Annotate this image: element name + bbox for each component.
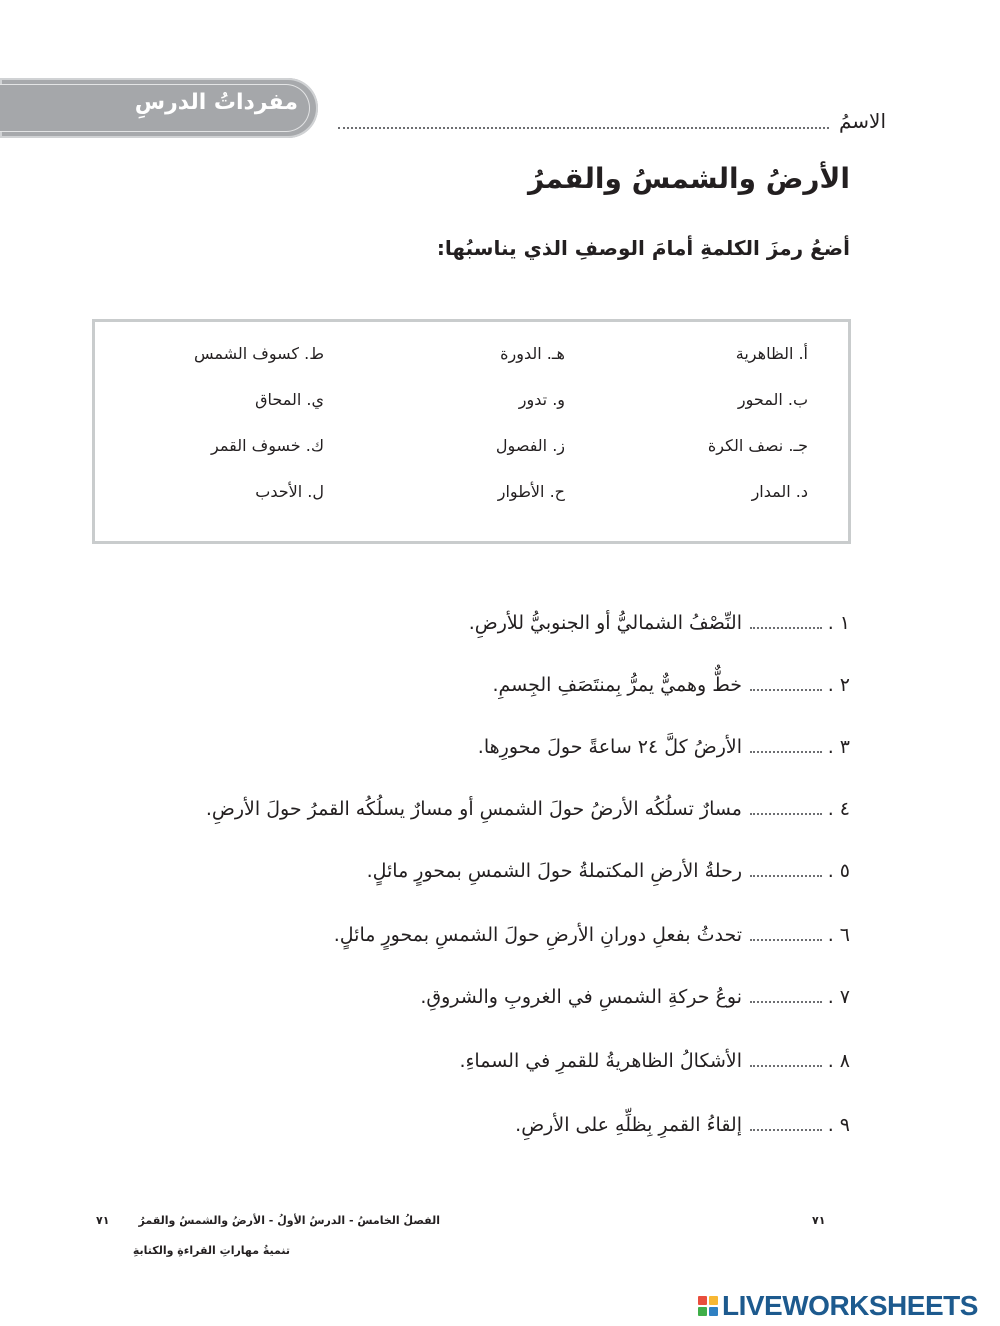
name-field[interactable] [338,105,829,129]
word-j: جـ. نصف الكرة [707,436,808,455]
question-text: خطٌّ وهميٌّ يمرُّ بِمنتَصَفِ الجِسمِ. [492,674,742,696]
answer-blank[interactable] [750,750,822,753]
word-w: و. تدور [518,390,565,409]
word-b: ب. المحور [737,390,808,409]
word-y: ي. المحاق [255,390,324,409]
question-9 [515,1114,850,1136]
footer-page-number-left: ٧١ [96,1214,110,1227]
question-text: تحدثُ بفعلِ دورانِ الأرضِ حولَ الشمسِ بمحورٍ مائلٍ. [333,924,742,946]
question-text: النِّصْفُ الشماليُّ أو الجنوبيُّ للأرضِ. [468,612,742,634]
logo-grid-icon [698,1296,718,1316]
word-z: ز. الفصول [495,436,565,455]
question-number: ٣ . [827,736,850,758]
question-2 [492,674,850,696]
word-k: ك. خسوف القمر [211,436,324,455]
question-number: ٥ . [827,860,850,882]
logo-text: LIVEWORKSHEETS [722,1290,978,1321]
lesson-vocabulary-tab [0,78,318,138]
question-8 [459,1050,850,1072]
question-number: ٦ . [827,924,850,946]
question-5 [367,860,850,882]
answer-blank[interactable] [750,812,822,815]
question-number: ٨ . [827,1050,850,1072]
word-t: ط. كسوف الشمس [193,344,324,363]
logo-square-green [698,1307,707,1316]
question-number: ٩ . [827,1114,850,1136]
answer-blank[interactable] [750,1000,822,1003]
name-row [338,103,886,133]
logo-square-red [698,1296,707,1305]
word-bank [92,319,851,544]
word-l: ل. الأحدب [255,482,324,501]
question-text: الأرضُ كلَّ ٢٤ ساعةً حولَ محورِها. [477,736,742,758]
tab-title: مفرداتُ الدرسِ [134,90,298,115]
question-7 [420,986,850,1008]
question-6 [334,924,850,946]
logo-square-blue [709,1307,718,1316]
instruction: أضعُ رمزَ الكلمةِ أمامَ الوصفِ الذي يناسبُها: [436,236,850,260]
liveworksheets-logo [698,1288,978,1324]
word-a: أ. الظاهرية [735,344,808,363]
question-number: ١ . [827,612,850,634]
question-text: الأشكالُ الظاهريةُ للقمرِ في السماءِ. [459,1050,742,1072]
footer-chapter: الفصلُ الخامسُ - الدرسُ الأولُ - الأرضُ والشمسُ والقمرُ [138,1214,440,1227]
answer-blank[interactable] [750,874,822,877]
answer-blank[interactable] [750,1064,822,1067]
answer-blank[interactable] [750,938,822,941]
question-number: ٢ . [827,674,850,696]
footer-page-number-right: ٧١ [812,1214,826,1227]
question-text: رحلةُ الأرضِ المكتملةُ حولَ الشمسِ بمحورٍ مائلٍ. [366,860,742,882]
word-h: هـ. الدورة [500,344,565,363]
footer-series: تنميةُ مهاراتِ القراءةِ والكتابةِ [132,1244,290,1257]
question-1 [469,612,850,634]
question-text: نوعُ حركةِ الشمسِ في الغروبِ والشروقِ. [420,986,742,1008]
word-ha: ح. الأطوار [497,482,565,501]
question-4 [206,798,850,820]
question-text: مسارٌ تسلُكُه الأرضُ حولَ الشمسِ أو مسارٌ يسلُكُه القمرُ حولَ الأرضِ. [205,798,742,820]
answer-blank[interactable] [750,1128,822,1131]
question-number: ٤ . [827,798,850,820]
name-label: الاسمُ [838,109,886,133]
question-text: إلقاءُ القمرِ بِظلِّهِ على الأرضِ. [515,1114,742,1136]
answer-blank[interactable] [750,626,822,629]
question-3 [478,736,850,758]
word-d: د. المدار [751,482,808,501]
logo-square-yellow [709,1296,718,1305]
question-number: ٧ . [827,986,850,1008]
page-title: الأرضُ والشمسُ والقمرُ [528,162,850,195]
answer-blank[interactable] [750,688,822,691]
